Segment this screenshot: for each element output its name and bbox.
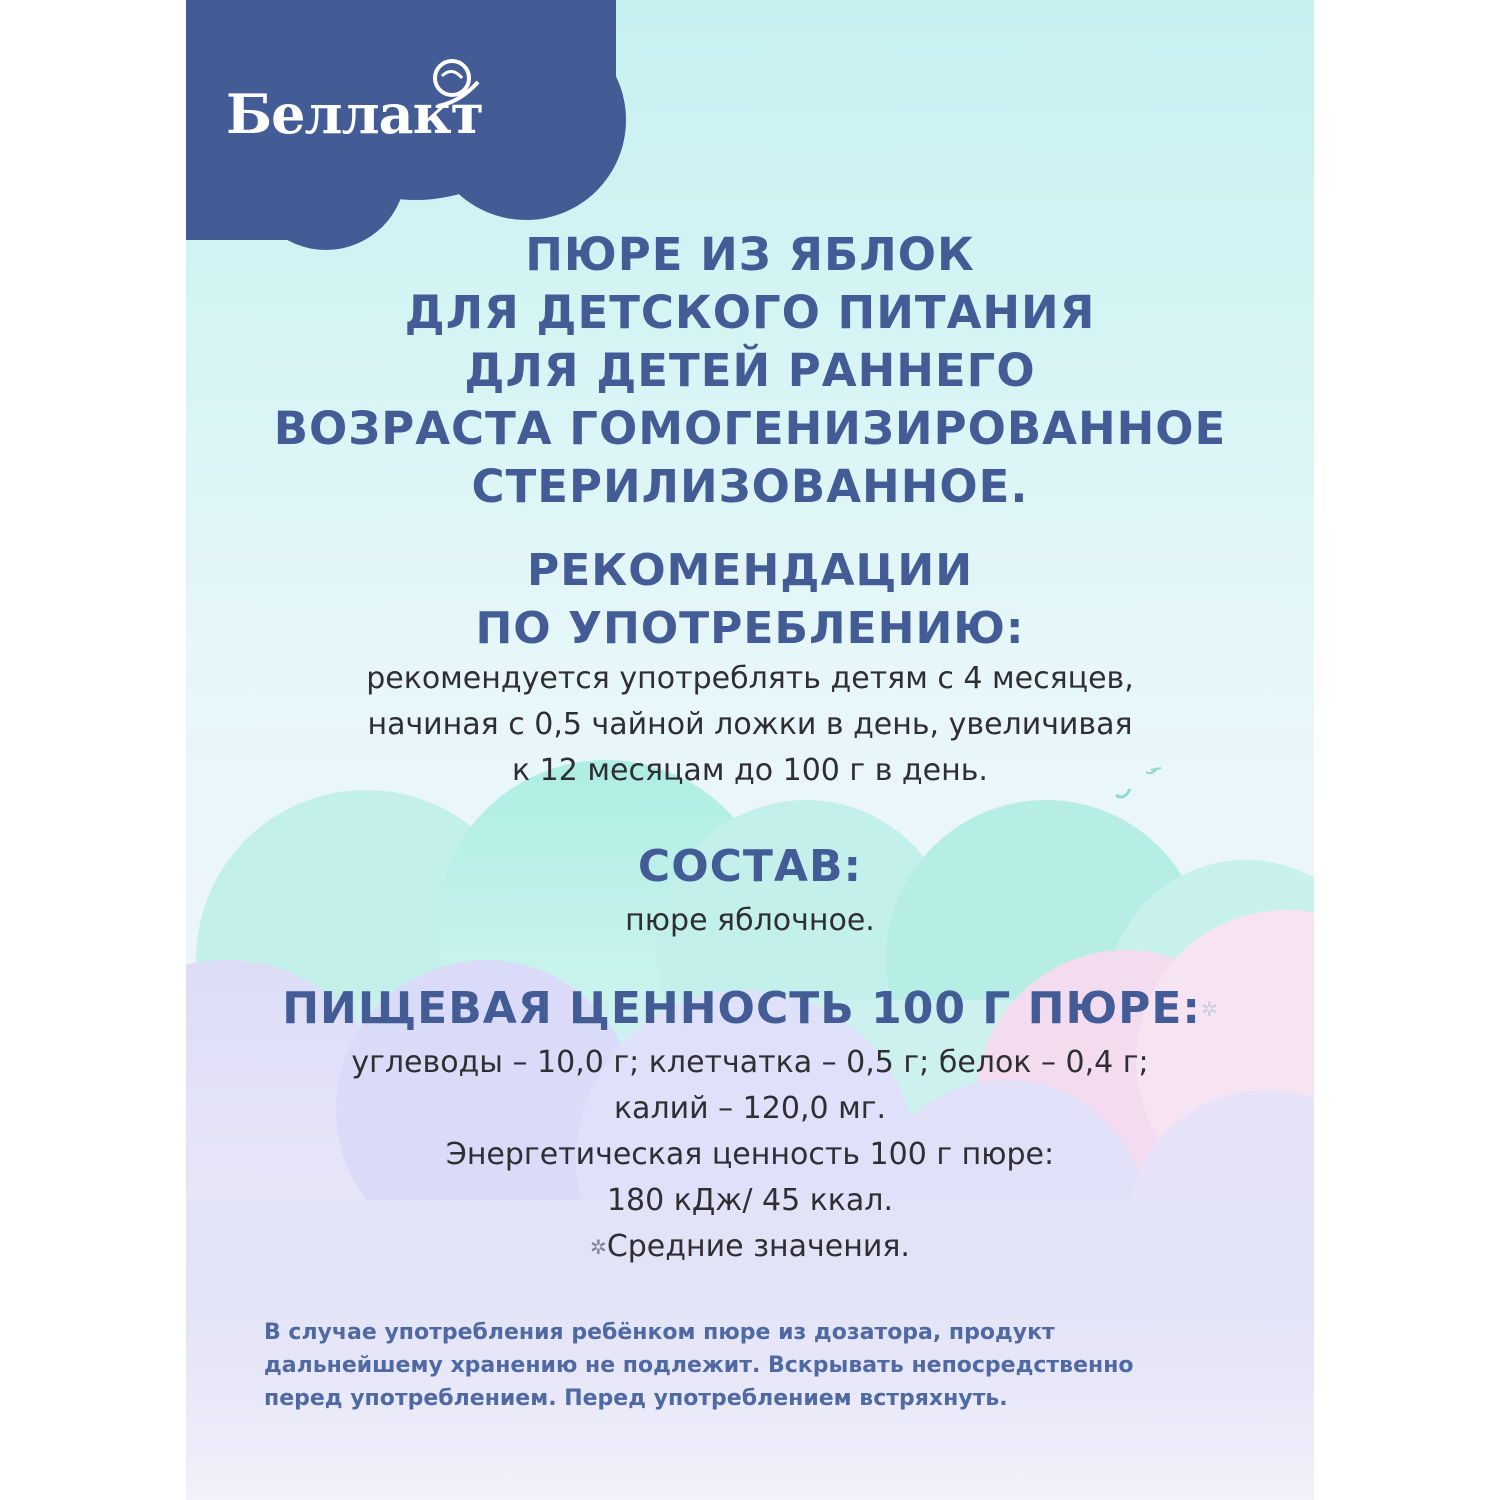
nutrition-heading-text: ПИЩЕВАЯ ЦЕННОСТЬ 100 Г ПЮРЕ: <box>282 983 1202 1034</box>
note-line: перед употреблением. Перед употреблением встряхнуть. <box>264 1386 1008 1411</box>
composition-heading: СОСТАВ: <box>637 841 863 892</box>
composition-text: пюре яблочное. <box>625 903 875 938</box>
title-line: ДЛЯ ДЕТЕЙ РАННЕГО <box>464 344 1036 397</box>
nutrition-heading <box>186 980 1314 1038</box>
brand-name: Беллакт <box>226 82 484 146</box>
recommendations-text <box>186 656 1314 794</box>
product-title <box>186 226 1314 516</box>
title-line: ПЮРЕ ИЗ ЯБЛОК <box>525 228 975 281</box>
heading-line: ПО УПОТРЕБЛЕНИЮ: <box>475 603 1025 654</box>
footnote <box>186 1224 1314 1270</box>
info-panel <box>186 0 1314 1500</box>
nutrition-values <box>186 1040 1314 1270</box>
text-line: Энергетическая ценность 100 г пюре: <box>445 1137 1055 1172</box>
note-line: В случае употребления ребёнком пюре из дозатора, продукт <box>264 1320 1055 1345</box>
text-line: рекомендуется употреблять детям с 4 месяцев, <box>366 661 1134 696</box>
title-line: СТЕРИЛИЗОВАННОЕ. <box>471 460 1029 513</box>
text-line: начиная с 0,5 чайной ложки в день, увеличивая <box>367 707 1133 742</box>
text-line: к 12 месяцам до 100 г в день. <box>512 753 988 788</box>
title-line: ВОЗРАСТА ГОМОГЕНИЗИРОВАННОЕ <box>273 402 1227 455</box>
asterisk-icon: ✲ <box>590 1235 607 1259</box>
text-line: 180 кДж/ 45 ккал. <box>606 1183 894 1218</box>
storage-note <box>264 1316 1264 1415</box>
heading-line: РЕКОМЕНДАЦИИ <box>526 545 974 596</box>
footnote-text: Средние значения. <box>606 1229 910 1264</box>
note-line: дальнейшему хранению не подлежит. Вскрывать непосредственно <box>264 1353 1134 1378</box>
asterisk-icon: ✲ <box>1201 997 1218 1021</box>
recommendations-heading <box>186 542 1314 658</box>
text-line: углеводы – 10,0 г; клетчатка – 0,5 г; белок – 0,4 г; <box>351 1045 1149 1080</box>
text-line: калий – 120,0 мг. <box>613 1091 887 1126</box>
title-line: ДЛЯ ДЕТСКОГО ПИТАНИЯ <box>404 286 1096 339</box>
